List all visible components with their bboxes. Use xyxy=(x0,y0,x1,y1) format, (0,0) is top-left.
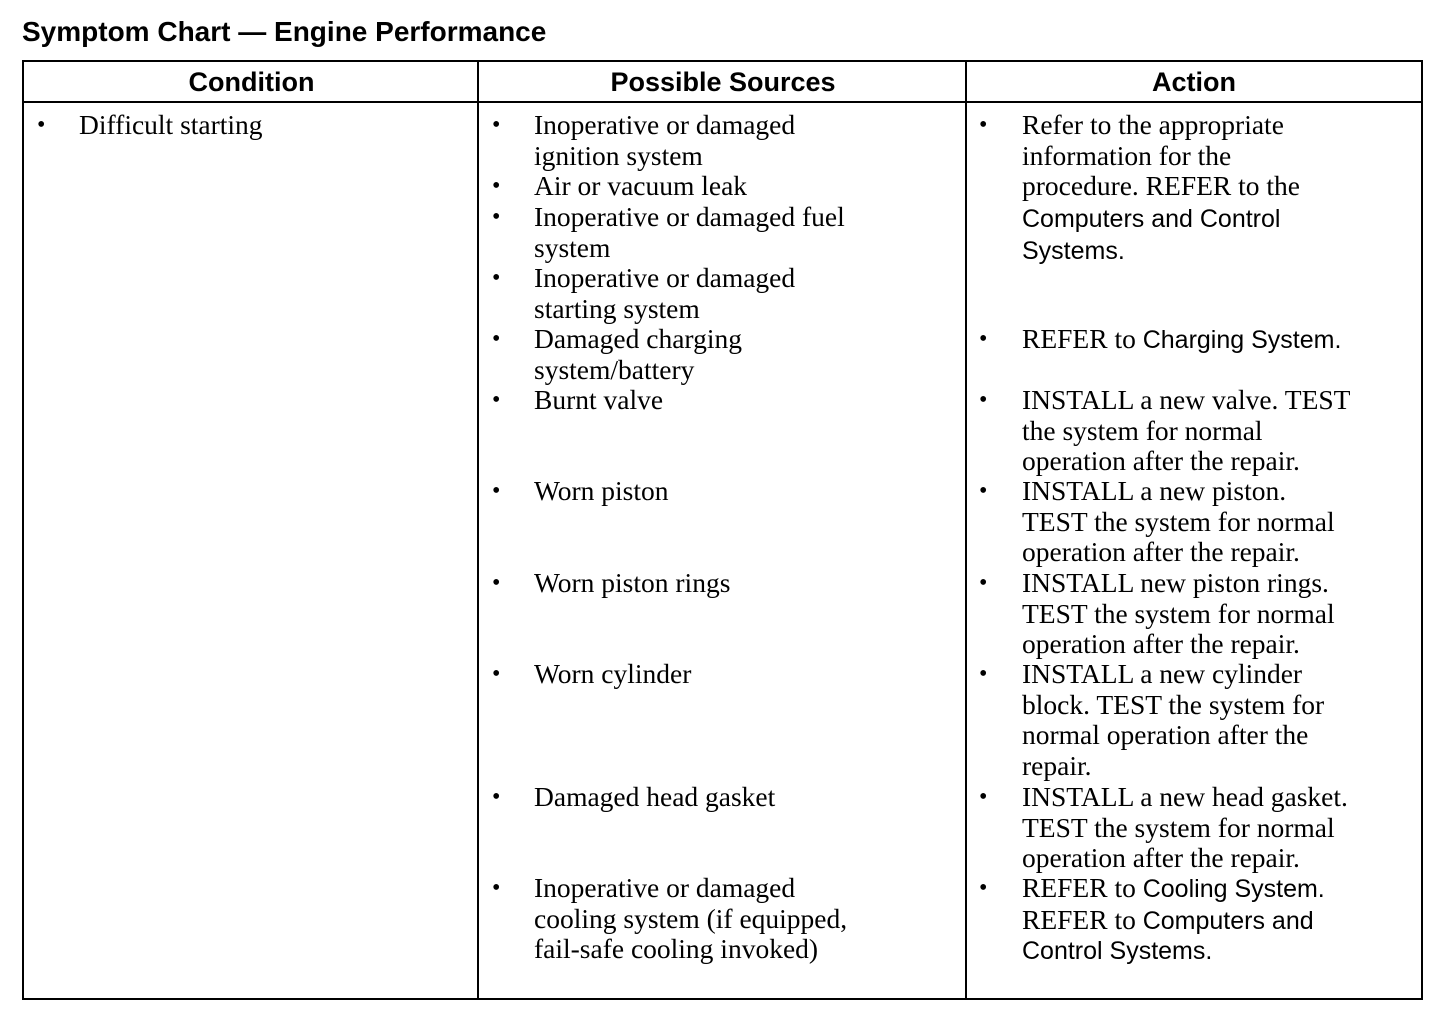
action-item: Refer to the appropriate information for the procedure. REFER to the Computers and Control Systems. xyxy=(1022,109,1300,266)
action-item: REFER to Charging System. xyxy=(1022,323,1342,354)
bullet: • xyxy=(979,478,988,504)
condition-text: Difficult starting xyxy=(79,109,263,140)
source-item: Inoperative or damaged starting system xyxy=(534,262,796,324)
header-condition: Condition xyxy=(24,62,479,103)
bullet: • xyxy=(492,173,501,199)
bullet: • xyxy=(37,112,46,138)
bullet: • xyxy=(979,784,988,810)
bullet: • xyxy=(492,784,501,810)
bullet: • xyxy=(979,326,988,352)
bullet: • xyxy=(492,326,501,352)
action-item: INSTALL a new cylinder block. TEST the system for normal operation after the repair. xyxy=(1022,658,1325,781)
bullet: • xyxy=(492,387,501,413)
column-divider xyxy=(965,62,967,998)
action-item: INSTALL a new valve. TEST the system for normal operation after the repair. xyxy=(1022,384,1351,477)
header-action: Action xyxy=(967,62,1421,103)
source-item: Inoperative or damaged fuel system xyxy=(534,201,845,263)
bullet: • xyxy=(492,478,501,504)
bullet: • xyxy=(492,265,501,291)
symptom-table xyxy=(22,60,1423,1000)
source-item: Damaged head gasket xyxy=(534,781,776,812)
bullet: • xyxy=(979,661,988,687)
action-item: INSTALL new piston rings. TEST the system for normal operation after the repair. xyxy=(1022,567,1335,660)
action-item: REFER to Cooling System. REFER to Computers and Control Systems. xyxy=(1022,872,1325,966)
source-item: Worn cylinder xyxy=(534,658,692,689)
bullet: • xyxy=(492,570,501,596)
bullet: • xyxy=(979,112,988,138)
bullet: • xyxy=(492,204,501,230)
source-item: Worn piston rings xyxy=(534,567,731,598)
action-item: INSTALL a new piston. TEST the system for normal operation after the repair. xyxy=(1022,475,1335,568)
bullet: • xyxy=(979,570,988,596)
page-title: Symptom Chart — Engine Performance xyxy=(22,16,547,47)
source-item: Worn piston xyxy=(534,475,669,506)
action-item: INSTALL a new head gasket. TEST the system for normal operation after the repair. xyxy=(1022,781,1348,874)
source-item: Air or vacuum leak xyxy=(534,170,748,201)
bullet: • xyxy=(492,661,501,687)
column-divider xyxy=(477,62,479,998)
header-sources: Possible Sources xyxy=(479,62,967,103)
source-item: Damaged charging system/battery xyxy=(534,323,742,385)
bullet: • xyxy=(492,112,501,138)
source-item: Burnt valve xyxy=(534,384,664,415)
bullet: • xyxy=(979,387,988,413)
source-item: Inoperative or damaged ignition system xyxy=(534,109,796,171)
bullet: • xyxy=(979,875,988,901)
source-item: Inoperative or damaged cooling system (if equipped, fail-safe cooling invoked) xyxy=(534,872,848,965)
bullet: • xyxy=(492,875,501,901)
